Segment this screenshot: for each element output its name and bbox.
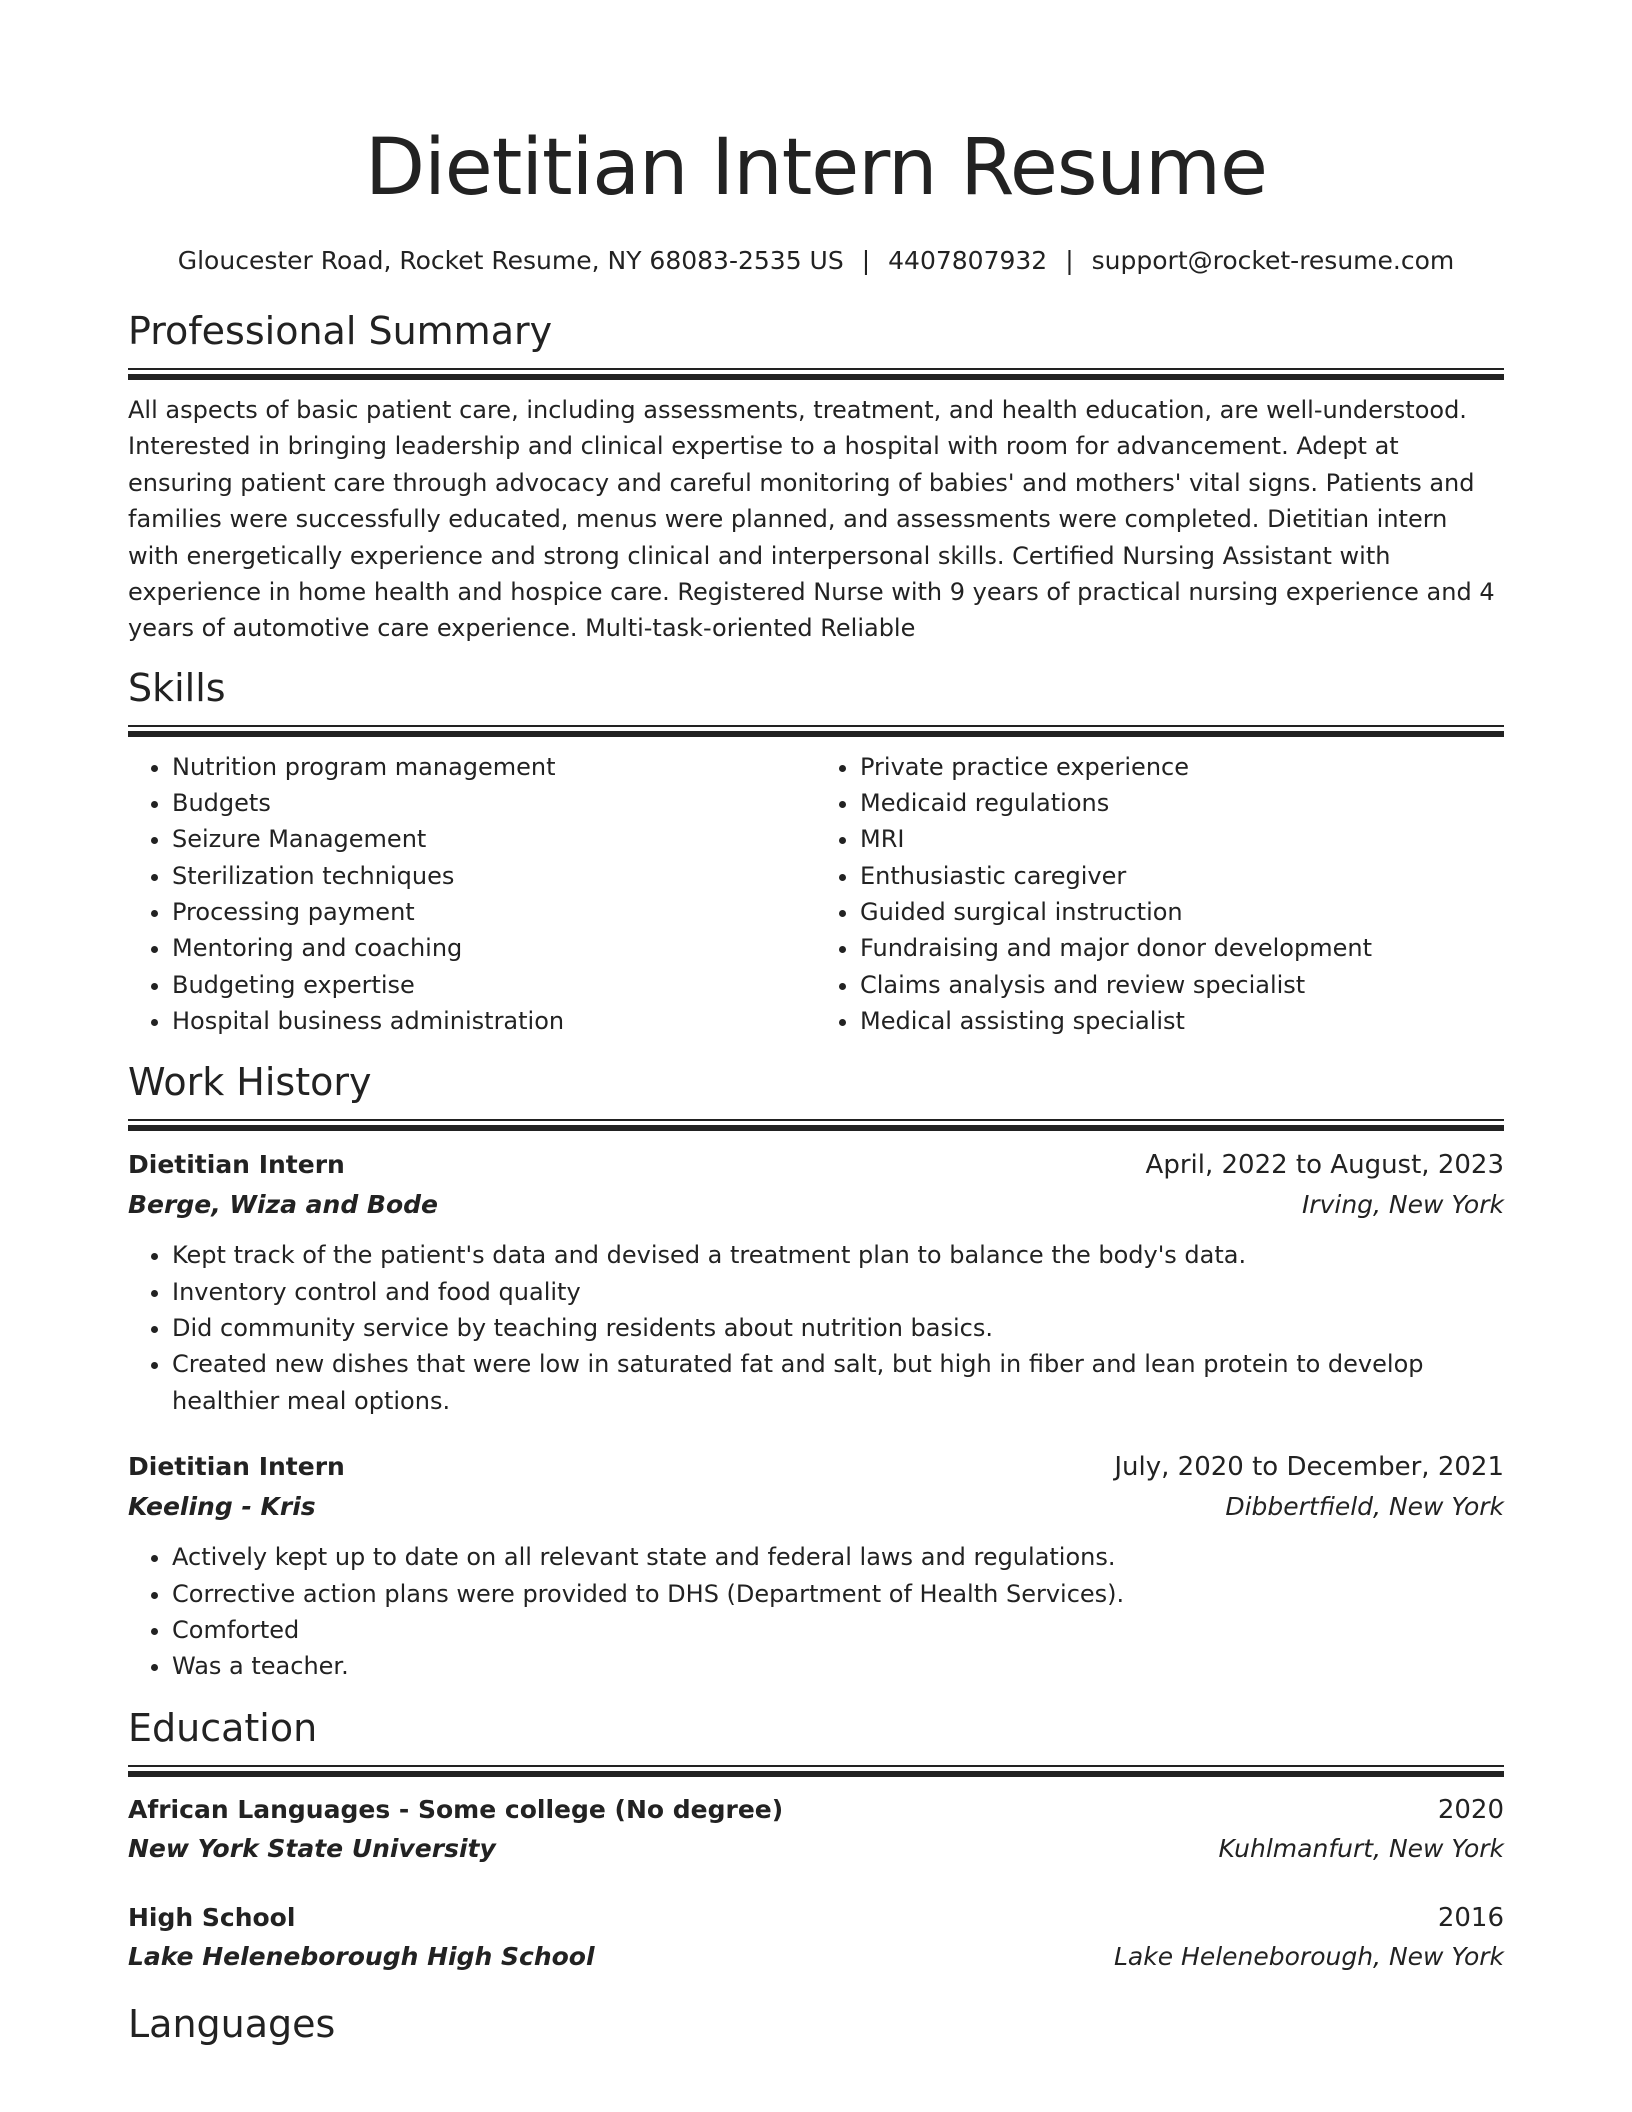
languages-section bbox=[128, 1999, 1504, 2049]
contact-separator: | bbox=[1065, 246, 1074, 275]
section-title-summary: Professional Summary bbox=[128, 309, 553, 353]
job-bullet: • Was a teacher. bbox=[172, 1648, 1504, 1684]
skill-item: • Sterilization techniques bbox=[172, 858, 816, 894]
skill-item: • MRI bbox=[860, 821, 1504, 857]
skill-item: • Private practice experience bbox=[860, 749, 1504, 785]
job-company: Keeling - Kris bbox=[128, 1492, 316, 1522]
education-degree: African Languages - Some college (No degree) bbox=[128, 1794, 784, 1824]
section-title-languages: Languages bbox=[128, 2001, 336, 2046]
skill-item: • Claims analysis and review specialist bbox=[860, 967, 1504, 1003]
job-bullets bbox=[128, 1539, 1504, 1685]
summary-section bbox=[128, 306, 1504, 647]
job-dates: July, 2020 to December, 2021 bbox=[1114, 1452, 1504, 1483]
skill-item: • Processing payment bbox=[172, 894, 816, 930]
job-bullet: • Created new dishes that were low in saturated fat and salt, but high in fiber and lean protein to develop healthier meal options. bbox=[172, 1346, 1504, 1419]
job-bullet: • Kept track of the patient's data and devised a treatment plan to balance the body's data. bbox=[172, 1237, 1504, 1273]
skill-item: • Medical assisting specialist bbox=[860, 1003, 1504, 1039]
skills-section bbox=[128, 663, 1504, 1039]
education-school: Lake Heleneborough High School bbox=[128, 1941, 595, 1971]
job-bullet: • Inventory control and food quality bbox=[172, 1274, 1504, 1310]
section-title-education: Education bbox=[128, 1705, 318, 1750]
education-entry bbox=[128, 1791, 1504, 1869]
job-title: Dietitian Intern bbox=[128, 1452, 345, 1482]
education-year: 2016 bbox=[1437, 1902, 1504, 1933]
job-dates: April, 2022 to August, 2023 bbox=[1145, 1150, 1504, 1181]
section-title-skills: Skills bbox=[128, 665, 226, 710]
contact-phone: 4407807932 bbox=[888, 246, 1048, 275]
education-school: New York State University bbox=[128, 1833, 496, 1863]
contact-address: Gloucester Road, Rocket Resume, NY 68083-2535 US bbox=[177, 246, 844, 275]
summary-text: All aspects of basic patient care, including assessments, treatment, and health education, are well-understood. Interested in bringing leadership and clinical expertise to a hospital with room for advancement. Adept at ensuring patient care through advocacy and careful monitoring of babies' and mothers' vital signs. Patients and families were successfully educated, menus were planned, and assessments were completed. Dietitian intern with energetically experience and strong clinical and interpersonal skills. Certified Nursing Assistant with experience in home health and hospice care. Registered Nurse with 9 years of practical nursing experience and 4 years of automotive care experience. Multi-task-oriented Reliable bbox=[128, 396, 1495, 643]
skills-columns bbox=[128, 749, 1504, 1039]
job-entry bbox=[128, 1447, 1504, 1685]
contact-separator: | bbox=[861, 246, 871, 275]
job-bullet: • Corrective action plans were provided to DHS (Department of Health Services). bbox=[172, 1576, 1504, 1612]
education-degree: High School bbox=[128, 1902, 296, 1932]
skill-item: • Nutrition program management bbox=[172, 749, 816, 785]
skill-item: • Fundraising and major donor development bbox=[860, 930, 1504, 966]
job-title: Dietitian Intern bbox=[128, 1150, 345, 1180]
section-divider bbox=[128, 1119, 1504, 1131]
skills-list-left bbox=[128, 749, 816, 1039]
resume-page bbox=[128, 0, 1504, 2049]
job-bullet: • Comforted bbox=[172, 1612, 1504, 1648]
job-location: Irving, New York bbox=[1301, 1190, 1504, 1220]
section-title-work: Work History bbox=[128, 1060, 372, 1105]
education-section bbox=[128, 1703, 1504, 1977]
education-location: Lake Heleneborough, New York bbox=[1113, 1941, 1504, 1971]
skill-item: • Enthusiastic caregiver bbox=[860, 858, 1504, 894]
work-section bbox=[128, 1057, 1504, 1685]
skill-item: • Hospital business administration bbox=[172, 1003, 816, 1039]
job-bullets bbox=[128, 1237, 1504, 1419]
job-entry bbox=[128, 1145, 1504, 1419]
contact-line bbox=[128, 244, 1504, 278]
job-company: Berge, Wiza and Bode bbox=[128, 1190, 439, 1220]
job-location: Dibbertfield, New York bbox=[1225, 1492, 1504, 1522]
resume-title: Dietitian Intern Resume bbox=[365, 123, 1267, 213]
education-year: 2020 bbox=[1437, 1794, 1504, 1825]
skill-item: • Medicaid regulations bbox=[860, 785, 1504, 821]
education-location: Kuhlmanfurt, New York bbox=[1218, 1833, 1504, 1863]
skill-item: • Budgets bbox=[172, 785, 816, 821]
job-bullet: • Actively kept up to date on all relevant state and federal laws and regulations. bbox=[172, 1539, 1504, 1575]
education-entry bbox=[128, 1899, 1504, 1977]
skill-item: • Seizure Management bbox=[172, 821, 816, 857]
skill-item: • Mentoring and coaching bbox=[172, 930, 816, 966]
skills-list-right bbox=[816, 749, 1504, 1039]
contact-email: support@rocket-resume.com bbox=[1091, 246, 1455, 275]
section-divider bbox=[128, 725, 1504, 737]
skill-item: • Guided surgical instruction bbox=[860, 894, 1504, 930]
job-bullet: • Did community service by teaching residents about nutrition basics. bbox=[172, 1310, 1504, 1346]
section-divider bbox=[128, 368, 1504, 380]
section-divider bbox=[128, 1765, 1504, 1777]
skill-item: • Budgeting expertise bbox=[172, 967, 816, 1003]
